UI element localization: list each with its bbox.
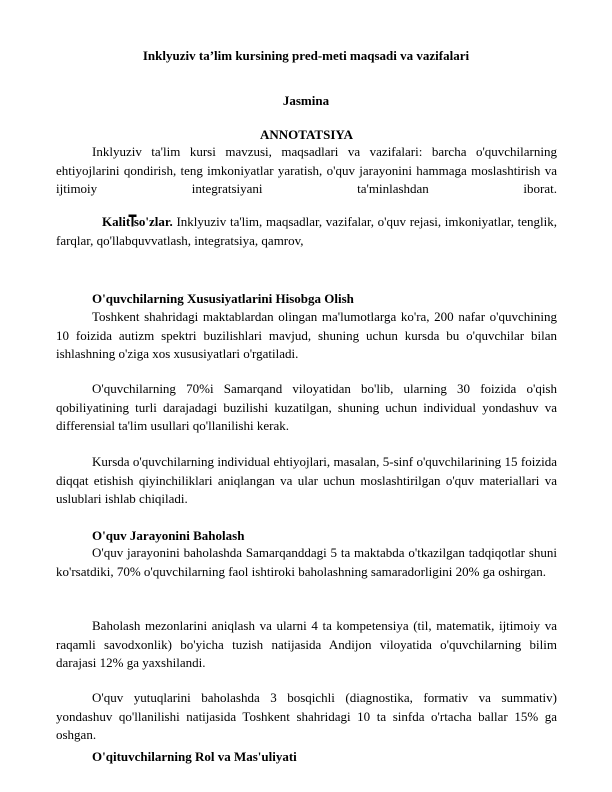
section-heading: O'quv Jarayonini Baholash <box>92 528 245 543</box>
keywords-label: Kalit so'zlar. <box>102 214 173 229</box>
section-heading: O'qituvchilarning Rol va Mas'uliyati <box>92 749 297 764</box>
annotation-heading-label: ANNOTATSIYA <box>260 127 353 142</box>
document-title: Inklyuziv ta’lim kursining pred-meti maqsadi va vazifalari <box>142 48 470 63</box>
section-paragraph: Kursda o'quvchilarning individual ehtiyojlari, masalan, 5-sinf o'quvchilarining 15 foizida diqqat etishish qiyinchiliklari aniqlangan va ular uchun moslashtirilgan o'quv materiallari va uslublari ishlab chiqiladi. <box>56 454 557 506</box>
key-icon <box>92 213 102 232</box>
annotation-text: Inklyuziv ta'lim kursi mavzusi, maqsadlari va vazifalari: barcha o'quvchilarning ehtiyojlarini qondirish, teng imkoniyatlar yaratish, o'quv jarayonini hammaga moslashtirish va ijtimoiy integratsiyani ta'minlashdan iborat. <box>56 144 557 196</box>
section-paragraph: O'quvchilarning 70%i Samarqand viloyatidan bo'lib, ularning 30 foizida o'qish qobiliyatining turli darajadagi buzilishi kuzatilgan, shuning uchun individual yondashuv va differensial ta'lim usullari qo'llanilishi kerak. <box>56 381 557 433</box>
section-paragraph: Baholash mezonlarini aniqlash va ularni 4 ta kompetensiya (til, matematik, ijtimoiy va raqamli savodxonlik) bo'yicha tuzish natijasida Andijon viloyatida o'quvchilarning bilim darajasi 12% ga yaxshilandi. <box>56 618 557 670</box>
keywords-paragraph <box>56 213 557 250</box>
section-paragraph: O'quv jarayonini baholashda Samarqanddagi 5 ta maktabda o'tkazilgan tadqiqotlar shuni ko'rsatdiki, 70% o'quvchilarning faol ishtiroki baholashning samaradorligini 20% ga oshirgan. <box>56 545 557 579</box>
annotation-heading <box>0 127 612 143</box>
section-heading: O'quvchilarning Xususiyatlarini Hisobga Olish <box>92 291 354 306</box>
section-paragraph: O'quv yutuqlarini baholashda 3 bosqichli (diagnostika, formativ va summativ) yondashuv qo'llanilishi natijasida Toshkent shahridagi 10 ta sinfda o'rtacha ballar 15% ga oshgan. <box>56 690 557 742</box>
section-paragraph: Toshkent shahridagi maktablardan olingan ma'lumotlarga ko'ra, 200 nafar o'quvchining 10 foizida autizm spektri buzilishlari mavjud, shuning uchun kursda bu o'quvchilar bilan ishlashning o'ziga xos xususiyatlari o'rgatiladi. <box>56 309 557 361</box>
keywords-text: Inklyuziv ta'lim, maqsadlar, vazifalar, o'quv rejasi, imkoniyatlar, tenglik, farqlar, qo'llabquvvatlash, integratsiya, qamrov, <box>56 214 558 248</box>
author-name: Jasmina <box>282 93 330 108</box>
